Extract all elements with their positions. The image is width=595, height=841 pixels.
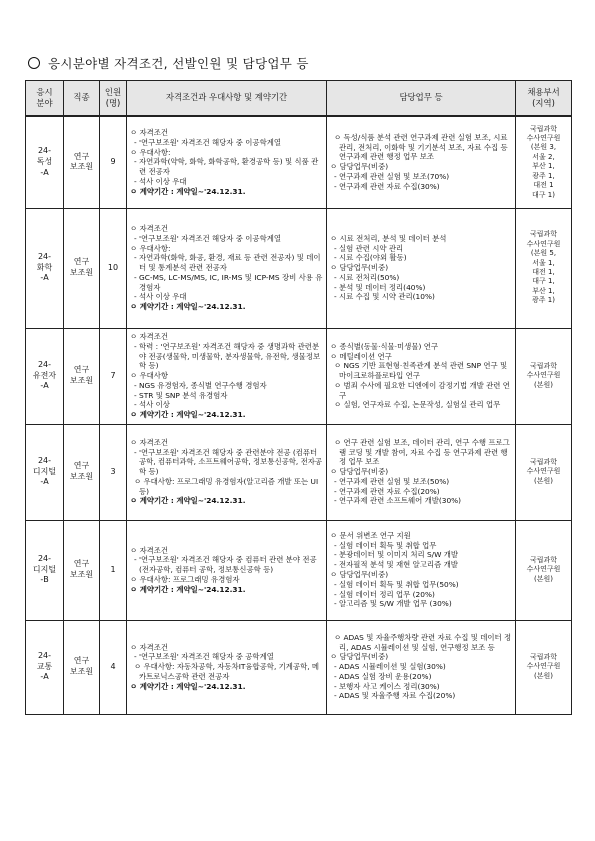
duty-line: ㅇ ADAS 및 자율주행차량 관련 자료 수집 및 데이터 정리, ADAS 시뮬레이션 및 실험, 연구행정 보조 등: [334, 632, 512, 652]
job-cell: 연구 보조원: [64, 116, 100, 208]
count-cell: 4: [100, 620, 127, 714]
duty-line: ㅇ 담당업무(비중): [330, 263, 389, 273]
qualification-line: ㅇ 자격조건: [130, 224, 169, 234]
department-cell: 국립과학 수사연구원 (본원): [516, 328, 572, 424]
count-cell: 9: [100, 116, 127, 208]
duty-line: - 실험 데이터 획득 및 취합 업무(50%): [334, 579, 459, 589]
header-qualifications: 자격조건과 우대사항 및 계약기간: [127, 81, 327, 117]
field-cell: 24- 유전자 -A: [26, 328, 64, 424]
duty-line: - 알고리즘 및 S/W 개발 업무 (30%): [334, 599, 452, 609]
duty-line: - 전자필적 분석 및 재현 알고리즘 개발: [334, 560, 458, 570]
field-cell: 24- 화학 -A: [26, 208, 64, 328]
qualification-line: ㅇ 자격조건: [130, 332, 169, 342]
header-count: 인원 (명): [100, 81, 127, 117]
field-cell: 24- 디지털 -A: [26, 424, 64, 520]
department-cell: 국립과학 수사연구원 (본원 5, 서울 1, 대전 1, 대구 1, 부산 1, 광주 1): [516, 208, 572, 328]
duty-line: - ADAS 시뮬레이션 및 실험(30%): [334, 662, 446, 672]
header-duties: 담당업무 등: [327, 81, 516, 117]
job-cell: 연구 보조원: [64, 208, 100, 328]
qualification-line: ㅇ 자격조건: [130, 545, 169, 555]
qualification-line: ㅇ 계약기간 : 계약일~'24.12.31.: [130, 681, 246, 691]
header-department: 채용부서 (지역): [516, 81, 572, 117]
duty-line: ㅇ NGS 기반 표현형·친족관계 분석 관련 SNP 연구 및 마이크로하플로타입 연구: [334, 361, 508, 381]
duty-line: - 실험 데이터 획득 및 취합 업무: [334, 540, 437, 550]
duty-line: - 실험 데이터 정리 업무 (20%): [334, 589, 435, 599]
duty-line: - 연구과제 관련 실험 및 보조(70%): [334, 172, 450, 182]
qualification-line: ㅇ 우대사항: 자동차공학, 자동차IT융합공학, 기계공학, 메카트로닉스공학 관련 전공자: [134, 662, 320, 681]
qualification-line: - 석사 이상 우대: [134, 292, 187, 302]
duties-cell: [327, 520, 516, 620]
duty-line: ㅇ 담당업무(비중): [330, 467, 389, 477]
department-cell: 국립과학 수사연구원 (본원): [516, 620, 572, 714]
duty-line: ㅇ 연구 관련 실험 보조, 데이터 관리, 연구 수행 프로그램 코딩 및 개발 참여, 자료 수집 등 연구과제 관련 행정 업무 보조: [334, 437, 510, 467]
qualification-line: ㅇ 우대사항: [130, 371, 169, 381]
job-cell: 연구 보조원: [64, 620, 100, 714]
qualification-line: ㅇ 계약기간 : 계약일~'24.12.31.: [130, 584, 246, 594]
section-heading: [28, 54, 309, 72]
duty-line: - 시료 수집(야외 활동): [334, 253, 407, 263]
duty-line: ㅇ 시료 전처리, 분석 및 데이터 분석: [330, 233, 447, 243]
qualification-line: - '연구보조원' 자격조건 해당자 중 이공학계열: [134, 137, 281, 147]
field-cell: 24- 교통 -A: [26, 620, 64, 714]
table-row: [26, 208, 572, 328]
qualifications-cell: [127, 208, 327, 328]
department-cell: 국립과학 수사연구원 (본원 3, 서울 2, 부산 1, 광주 1, 대전 1 대구 1): [516, 116, 572, 208]
header-job: 직종: [64, 81, 100, 117]
qualification-line: ㅇ 계약기간 : 계약일~'24.12.31.: [130, 302, 246, 312]
count-cell: 3: [100, 424, 127, 520]
qualifications-cell: [127, 116, 327, 208]
section-heading-text: 응시분야별 자격조건, 선발인원 및 담당업무 등: [48, 56, 309, 71]
qualification-line: ㅇ 자격조건: [130, 642, 169, 652]
count-cell: 1: [100, 520, 127, 620]
qualification-line: ㅇ 계약기간 : 계약일~'24.12.31.: [130, 410, 246, 420]
duty-line: - 보행자 사고 케이스 정리(30%): [334, 681, 440, 691]
job-cell: 연구 보조원: [64, 520, 100, 620]
duty-line: - 연구과제 관련 소프트웨어 개발(30%): [334, 496, 462, 506]
field-cell: 24- 독성 -A: [26, 116, 64, 208]
table-row: [26, 116, 572, 208]
duty-line: - ADAS 실험 장비 운용(20%): [334, 671, 432, 681]
duty-line: ㅇ 담당업무(비중): [330, 570, 389, 579]
duties-cell: [327, 328, 516, 424]
duty-line: - 시료 전처리(50%): [334, 272, 400, 282]
duty-line: - 분광데이터 및 이미지 처리 S/W 개발: [334, 550, 459, 560]
qualification-line: - 자연과학(화학, 화공, 환경, 재료 등 관련 전공자) 및 데이터 및 통계분석 관련 전공자: [134, 253, 321, 273]
qualification-line: - 자연과학(약학, 화학, 화학공학, 환경공학 등) 및 식품 관련 전공자: [134, 157, 319, 177]
qualifications-cell: [127, 520, 327, 620]
qualification-line: - '연구보조원' 자격조건 해당자 중 관련분야 전공 (컴퓨터공학, 컴퓨터과학, 소프트웨어공학, 정보통신공학, 전자공학 등): [134, 447, 323, 477]
qualification-line: ㅇ 계약기간 : 계약일~'24.12.31.: [130, 186, 246, 196]
qualification-line: ㅇ 우대사항: 프로그래밍 유경험자: [130, 574, 240, 584]
table-row: [26, 424, 572, 520]
qualification-line: - 석사 이상: [134, 400, 170, 410]
duty-line: - 실험 관련 시약 관리: [334, 243, 404, 253]
duty-line: ㅇ 독성/식품 분석 관련 연구과제 관련 실험 보조, 시료 관리, 전처리, 이화학 및 기기분석 보조, 자료 수집 등 연구과제 관련 행정 업무 보조: [334, 132, 508, 162]
duty-line: ㅇ 담당업무(비중): [330, 162, 389, 172]
duty-line: ㅇ 문서 위변조 연구 지원: [330, 530, 411, 540]
department-cell: 국립과학 수사연구원 (본원): [516, 520, 572, 620]
duty-line: - 시료 수집 및 시약 관리(10%): [334, 292, 435, 302]
duties-cell: [327, 620, 516, 714]
department-cell: 국립과학 수사연구원 (본원): [516, 424, 572, 520]
duty-line: - 분석 및 데이터 정리(40%): [334, 282, 426, 292]
duty-line: - 연구과제 관련 자료 수집(20%): [334, 486, 440, 496]
qualification-line: ㅇ 계약기간 : 계약일~'24.12.31.: [130, 496, 246, 506]
field-cell: 24- 디지털 -B: [26, 520, 64, 620]
table-row: [26, 328, 572, 424]
qualification-line: - '연구보조원' 자격조건 해당자 중 컴퓨터 관련 분야 전공(전자공학, 컴퓨터 공학, 정보통신공학 등): [134, 555, 317, 575]
qualification-line: ㅇ 우대사항:: [130, 147, 171, 157]
duty-line: - ADAS 및 자율주행 자료 수집(20%): [334, 691, 456, 701]
job-cell: 연구 보조원: [64, 424, 100, 520]
table-row: [26, 620, 572, 714]
count-cell: 10: [100, 208, 127, 328]
duty-line: ㅇ 메틸레이션 연구: [330, 351, 392, 361]
qualification-line: ㅇ 우대사항: 프로그래밍 유경험자(알고리즘 개발 또는 UI 등): [134, 476, 319, 496]
duty-line: ㅇ 실험, 연구자료 수집, 논문작성, 실험실 관리 업무: [334, 400, 501, 410]
table-row: [26, 520, 572, 620]
qualification-line: ㅇ 자격조건: [130, 128, 169, 138]
circle-bullet-icon: [28, 57, 40, 69]
qualification-line: - '연구보조원' 자격조건 해당자 중 이공학계열: [134, 233, 281, 243]
qualification-line: - GC-MS, LC-MS/MS, IC, IR-MS 및 ICP-MS 장비 사용 유경험자: [134, 272, 323, 292]
job-cell: 연구 보조원: [64, 328, 100, 424]
duty-line: ㅇ 범죄 수사에 필요한 디엔에이 감정기법 개발 관련 연구: [334, 380, 510, 400]
qualification-line: - STR 및 SNP 분석 유경험자: [134, 390, 228, 400]
count-cell: 7: [100, 328, 127, 424]
qualification-line: - 학력 : '연구보조원' 자격조건 해당자 중 생명과학 관련분야 전공(생물학, 미생물학, 분자생물학, 유전학, 생물정보학 등): [134, 341, 321, 371]
duty-line: ㅇ 담당업무(비중): [330, 652, 389, 662]
recruitment-table: [25, 80, 572, 715]
duty-line: ㅇ 종식별(동물·식물·미생물) 연구: [330, 341, 438, 351]
qualification-line: - 석사 이상 우대: [134, 176, 187, 186]
duty-line: - 연구과제 관련 실험 및 보조(50%): [334, 476, 450, 486]
qualification-line: - NGS 유경험자, 종식별 연구수행 경험자: [134, 380, 267, 390]
qualification-line: ㅇ 우대사항:: [130, 243, 171, 253]
duty-line: - 연구과제 관련 자료 수집(30%): [334, 181, 440, 191]
qualification-line: ㅇ 자격조건: [130, 437, 169, 447]
qualifications-cell: [127, 328, 327, 424]
duties-cell: [327, 424, 516, 520]
qualifications-cell: [127, 620, 327, 714]
duties-cell: [327, 208, 516, 328]
duties-cell: [327, 116, 516, 208]
header-field: 응시 분야: [26, 81, 64, 117]
qualification-line: - '연구보조원' 자격조건 해당자 중 공학계열: [134, 652, 274, 662]
qualifications-cell: [127, 424, 327, 520]
table-header-row: [26, 81, 572, 117]
